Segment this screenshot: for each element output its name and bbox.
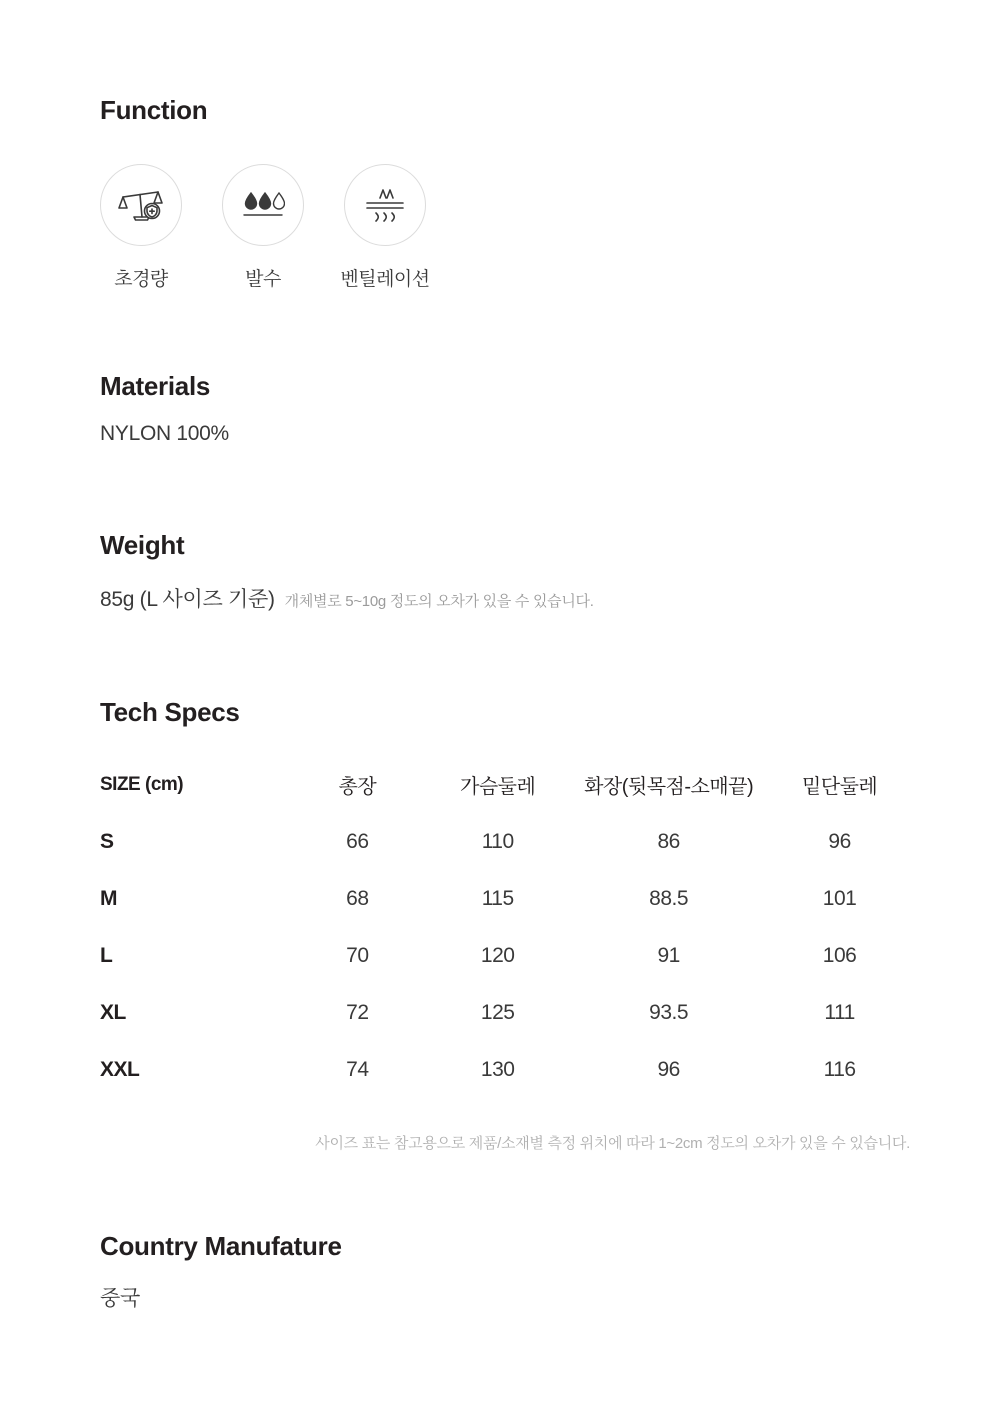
cell-value: 88.5 — [649, 886, 689, 910]
cell-value: 74 — [346, 1057, 369, 1081]
function-title: Function — [100, 95, 208, 125]
cell-value: 96 — [828, 829, 851, 853]
function-item-ventilation — [340, 164, 430, 291]
tech-specs-title: Tech Specs — [100, 697, 240, 727]
table-row — [100, 1041, 910, 1098]
cell-value: 101 — [822, 886, 857, 910]
weight-section — [100, 446, 900, 613]
table-row — [100, 927, 910, 984]
column-header-length: 총장 — [338, 776, 377, 798]
weight-value-row — [100, 583, 900, 613]
row-label-l: L — [100, 943, 113, 967]
cell-value: 111 — [824, 1000, 855, 1024]
cell-value: 116 — [823, 1057, 856, 1081]
ultralight-scale-icon — [100, 164, 182, 246]
materials-title: Materials — [100, 371, 211, 401]
tech-specs-note: 사이즈 표는 참고용으로 제품/소재별 측정 위치에 따라 1~2cm 정도의 오차가 있을 수 있습니다. — [315, 1135, 910, 1152]
column-header-size: SIZE (cm) — [100, 773, 184, 795]
table-row — [100, 984, 910, 1041]
cell-value: 91 — [657, 943, 680, 967]
function-icon-list — [100, 164, 900, 291]
row-label-s: S — [100, 829, 114, 853]
table-row — [100, 870, 910, 927]
cell-value: 70 — [346, 943, 369, 967]
tech-specs-table — [100, 756, 910, 1098]
function-section — [100, 0, 900, 291]
column-header-chest: 가슴둘레 — [460, 776, 536, 798]
weight-value: 85g (L 사이즈 기준) — [100, 588, 275, 611]
weight-title: Weight — [100, 530, 185, 560]
cell-value: 125 — [480, 1000, 515, 1024]
function-item-ultralight — [100, 164, 182, 291]
function-item-water-repellent — [222, 164, 304, 291]
materials-value: NYLON 100% — [100, 422, 229, 445]
country-section — [100, 1153, 900, 1312]
row-label-m: M — [100, 886, 117, 910]
water-repellent-droplets-icon — [222, 164, 304, 246]
cell-value: 66 — [346, 829, 369, 853]
tech-specs-section — [100, 613, 910, 1153]
cell-value: 93.5 — [649, 1000, 689, 1024]
cell-value: 72 — [346, 1000, 369, 1024]
weight-note: 개체별로 5~10g 정도의 오차가 있을 수 있습니다. — [284, 593, 594, 610]
cell-value: 120 — [480, 943, 515, 967]
table-header-row — [100, 756, 910, 813]
materials-section — [100, 291, 900, 446]
cell-value: 110 — [481, 829, 514, 853]
column-header-sleeve: 화장(뒷목점-소매끝) — [584, 776, 754, 798]
row-label-xxl: XXL — [100, 1057, 140, 1081]
function-item-label: 초경량 — [114, 269, 168, 290]
country-title: Country Manufature — [100, 1231, 342, 1261]
cell-value: 130 — [480, 1057, 515, 1081]
row-label-xl: XL — [100, 1000, 126, 1024]
table-row — [100, 813, 910, 870]
function-item-label: 발수 — [245, 269, 281, 290]
ventilation-airflow-icon — [344, 164, 426, 246]
cell-value: 68 — [346, 886, 369, 910]
cell-value: 86 — [657, 829, 680, 853]
country-value: 중국 — [100, 1287, 140, 1310]
column-header-hem: 밑단둘레 — [801, 776, 878, 798]
cell-value: 115 — [481, 886, 514, 910]
cell-value: 106 — [822, 943, 857, 967]
function-item-label: 벤틸레이션 — [340, 269, 430, 290]
cell-value: 96 — [657, 1057, 680, 1081]
